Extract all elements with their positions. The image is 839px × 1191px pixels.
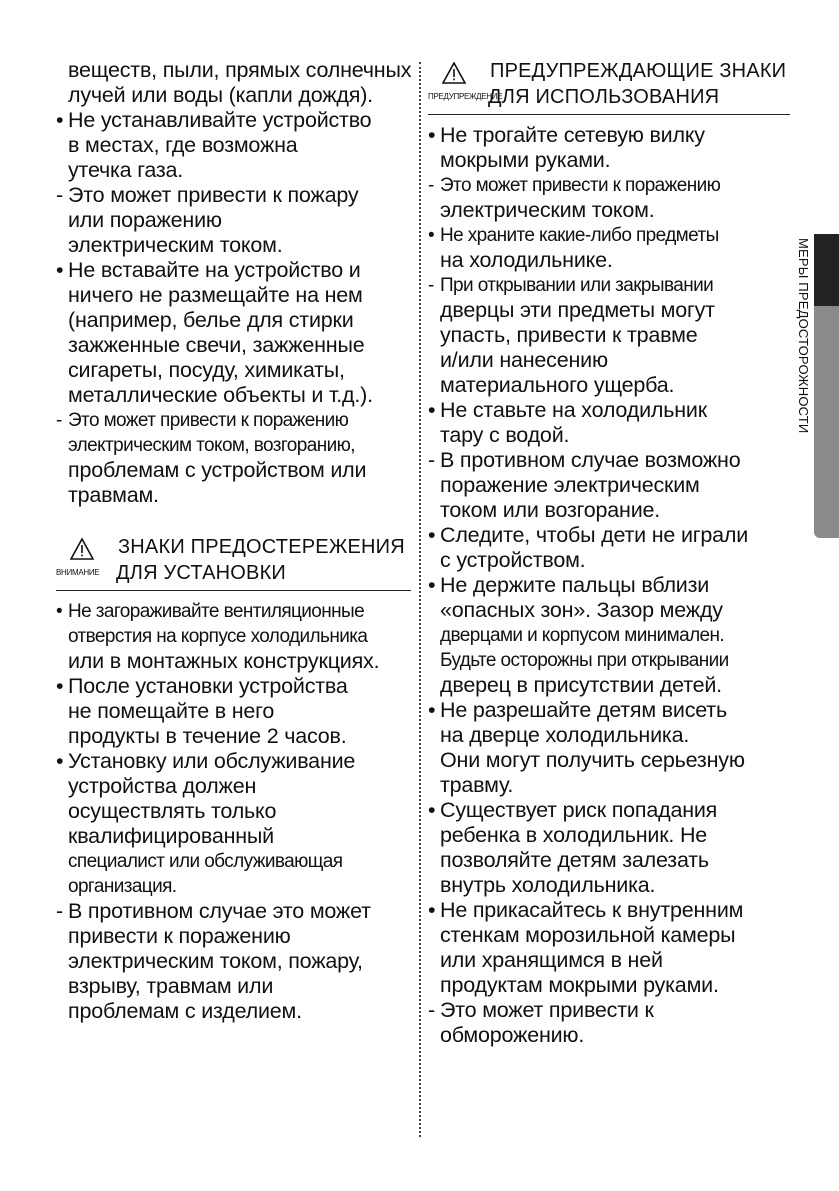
- side-tab-dark-block: [814, 234, 839, 306]
- text-line: [428, 973, 790, 998]
- line-text: дверцы эти предметы могут: [440, 298, 715, 322]
- line-text: При открывании или закрывании: [440, 275, 714, 296]
- text-line: [428, 1023, 790, 1048]
- line-text: После установки устройства: [68, 674, 348, 698]
- text-line: [56, 799, 411, 824]
- text-line: [428, 873, 790, 898]
- bullet-marker: •: [56, 258, 64, 282]
- bullet-marker: •: [428, 398, 436, 422]
- bullet-marker: •: [428, 523, 436, 547]
- text-line: [56, 724, 411, 749]
- line-text: Не трогайте сетевую вилку: [440, 123, 705, 147]
- line-text: травмам.: [68, 483, 159, 507]
- text-line: [428, 373, 790, 398]
- bullet-marker: •: [428, 123, 436, 147]
- line-text: Не прикасайтесь к внутренним: [440, 898, 744, 922]
- line-text: утечка газа.: [68, 158, 184, 182]
- line-text: упасть, привести к травме: [440, 323, 698, 347]
- line-text: Не вставайте на устройство и: [68, 258, 361, 282]
- text-line: [428, 598, 790, 623]
- bullet-item-line: [56, 749, 411, 774]
- line-text: веществ, пыли, прямых солнечных: [68, 58, 412, 82]
- text-line: [428, 148, 790, 173]
- line-text: электрическим током.: [68, 233, 283, 257]
- left-text-block-top: [56, 58, 411, 508]
- note-line: [56, 899, 411, 924]
- line-text: электрическим током.: [440, 198, 655, 222]
- installation-warning-header: [56, 534, 411, 591]
- line-text: тару с водой.: [440, 423, 570, 447]
- bullet-item-line: [428, 398, 790, 423]
- line-text: лучей или воды (капли дождя).: [68, 83, 373, 107]
- line-text: Следите, чтобы дети не играли: [440, 523, 749, 547]
- usage-warning-header: [428, 58, 790, 115]
- bullet-marker: •: [56, 674, 64, 698]
- text-line: [56, 158, 411, 183]
- text-line: [428, 773, 790, 798]
- line-text: обморожению.: [440, 1023, 585, 1047]
- text-line: [56, 774, 411, 799]
- warning-label: ПРЕДУПРЕЖДЕНИЕ: [428, 92, 503, 101]
- section-title-line1: ЗНАКИ ПРЕДОСТЕРЕЖЕНИЯ: [118, 536, 405, 558]
- line-text: на холодильнике.: [440, 248, 613, 272]
- text-line: [428, 198, 790, 223]
- line-text: внутрь холодильника.: [440, 873, 656, 897]
- line-text: Это может привести к поражению: [440, 175, 721, 196]
- note-line: [428, 998, 790, 1023]
- line-marker: -: [428, 275, 434, 296]
- text-line: [56, 283, 411, 308]
- line-text: Установку или обслуживание: [68, 749, 356, 773]
- text-line: [428, 673, 790, 698]
- caution-triangle-icon: [70, 538, 94, 560]
- bullet-item-line: [428, 123, 790, 148]
- line-text: или в монтажных конструкциях.: [68, 649, 380, 673]
- text-line: [56, 483, 411, 508]
- text-line: [428, 423, 790, 448]
- line-text: ничего не размещайте на нем: [68, 283, 363, 307]
- line-text: Это может привести к поражению: [68, 410, 349, 431]
- text-line: [56, 58, 411, 83]
- line-text: организация.: [68, 876, 177, 897]
- bullet-item-line: [428, 573, 790, 598]
- line-text: или поражению: [68, 208, 222, 232]
- text-line: [56, 358, 411, 383]
- bullet-marker: •: [428, 225, 435, 246]
- caution-label: ВНИМАНИЕ: [56, 568, 100, 577]
- line-text: специалист или обслуживающая: [68, 851, 343, 872]
- line-text: металлические объекты и т.д.).: [68, 383, 373, 407]
- bullet-item-line: [56, 108, 411, 133]
- line-text: электрическим током, возгоранию,: [68, 435, 355, 456]
- line-text: дверцами и корпусом минимален.: [440, 625, 725, 646]
- line-text: мокрыми руками.: [440, 148, 611, 172]
- bullet-marker: •: [56, 601, 63, 622]
- note-line: [428, 173, 790, 198]
- line-text: (например, белье для стирки: [68, 308, 354, 332]
- bullet-item-line: [56, 258, 411, 283]
- note-line: [56, 408, 411, 433]
- line-text: или хранящимся в ней: [440, 948, 663, 972]
- bullet-item-line: [428, 523, 790, 548]
- text-line: [428, 848, 790, 873]
- line-text: дверец в присутствии детей.: [440, 673, 722, 697]
- bullet-item-line: [428, 898, 790, 923]
- line-text: Не разрешайте детям висеть: [440, 698, 727, 722]
- text-line: [56, 924, 411, 949]
- note-line: [56, 183, 411, 208]
- right-column: [428, 58, 790, 1048]
- text-line: [56, 974, 411, 999]
- line-text: Не держите пальцы вблизи: [440, 573, 710, 597]
- line-text: с устройством.: [440, 548, 586, 572]
- text-line: [428, 948, 790, 973]
- line-text: Существует риск попадания: [440, 798, 718, 822]
- bullet-item-line: [428, 698, 790, 723]
- line-text: осуществлять только: [68, 799, 277, 823]
- line-text: ребенка в холодильник. Не: [440, 823, 708, 847]
- note-line: [428, 273, 790, 298]
- bullet-marker: •: [428, 798, 436, 822]
- line-text: отверстия на корпусе холодильника: [68, 626, 368, 647]
- line-text: позволяйте детям залезать: [440, 848, 709, 872]
- text-line: [428, 248, 790, 273]
- line-text: Не ставьте на холодильник: [440, 398, 707, 422]
- text-line: [56, 849, 411, 874]
- line-text: и/или нанесению: [440, 348, 608, 372]
- line-text: сигареты, посуду, химикаты,: [68, 358, 345, 382]
- text-line: [56, 233, 411, 258]
- note-line: [428, 448, 790, 473]
- line-text: Это может привести к пожару: [68, 183, 359, 207]
- text-line: [428, 548, 790, 573]
- line-text: Они могут получить серьезную: [440, 748, 745, 772]
- bullet-marker: •: [428, 573, 436, 597]
- bullet-item-line: [428, 223, 790, 248]
- text-line: [56, 649, 411, 674]
- line-marker: -: [428, 998, 435, 1022]
- side-tab: [789, 234, 839, 538]
- line-text: зажженные свечи, зажженные: [68, 333, 365, 357]
- text-line: [56, 83, 411, 108]
- text-line: [428, 923, 790, 948]
- text-line: [56, 383, 411, 408]
- bullet-marker: •: [428, 698, 436, 722]
- line-text: материального ущерба.: [440, 373, 675, 397]
- bullet-item-line: [428, 798, 790, 823]
- side-tab-label: МЕРЫ ПРЕДОСТОРОЖНОСТИ: [796, 238, 811, 434]
- line-text: стенкам морозильной камеры: [440, 923, 736, 947]
- left-column: [56, 58, 411, 1024]
- line-marker: -: [428, 448, 435, 472]
- line-text: Не храните какие-либо предметы: [440, 225, 719, 246]
- text-line: [428, 823, 790, 848]
- line-marker: -: [428, 175, 434, 196]
- bullet-marker: •: [56, 108, 64, 132]
- line-text: продукты в течение 2 часов.: [68, 724, 347, 748]
- text-line: [428, 473, 790, 498]
- text-line: [56, 949, 411, 974]
- section-title-line2: ДЛЯ УСТАНОВКИ: [116, 562, 287, 584]
- text-line: [56, 308, 411, 333]
- line-text: в местах, где возможна: [68, 133, 298, 157]
- text-line: [428, 498, 790, 523]
- text-line: [428, 648, 790, 673]
- line-text: взрыву, травмам или: [68, 974, 274, 998]
- text-line: [56, 133, 411, 158]
- text-line: [428, 748, 790, 773]
- line-text: Это может привести к: [440, 998, 654, 1022]
- right-text-block: [428, 123, 790, 1048]
- text-line: [428, 348, 790, 373]
- bullet-item-line: [56, 599, 411, 624]
- line-text: проблемам с устройством или: [68, 458, 367, 482]
- text-line: [56, 624, 411, 649]
- line-text: поражение электрическим: [440, 473, 700, 497]
- column-divider: [419, 62, 421, 1137]
- line-text: продуктам мокрыми руками.: [440, 973, 719, 997]
- text-line: [56, 874, 411, 899]
- line-text: В противном случае это может: [68, 899, 371, 923]
- bullet-marker: •: [428, 898, 436, 922]
- text-line: [56, 458, 411, 483]
- line-text: током или возгорание.: [440, 498, 661, 522]
- text-line: [56, 999, 411, 1024]
- line-text: проблемам с изделием.: [68, 999, 302, 1023]
- line-text: не помещайте в него: [68, 699, 275, 723]
- line-marker: -: [56, 410, 62, 431]
- line-marker: -: [56, 183, 63, 207]
- text-line: [56, 824, 411, 849]
- text-line: [428, 723, 790, 748]
- line-text: «опасных зон». Зазор между: [440, 598, 723, 622]
- bullet-marker: •: [56, 749, 64, 773]
- line-text: Не загораживайте вентиляционные: [68, 601, 365, 622]
- left-text-block-bottom: [56, 599, 411, 1024]
- bullet-item-line: [56, 674, 411, 699]
- text-line: [428, 623, 790, 648]
- section-title-line2: ДЛЯ ИСПОЛЬЗОВАНИЯ: [488, 86, 720, 108]
- text-line: [56, 333, 411, 358]
- warning-triangle-icon: [442, 62, 466, 84]
- line-text: электрическим током, пожару,: [68, 949, 363, 973]
- text-line: [56, 699, 411, 724]
- text-line: [56, 433, 411, 458]
- text-line: [428, 323, 790, 348]
- line-text: Будьте осторожны при открывании: [440, 650, 729, 671]
- line-text: Не устанавливайте устройство: [68, 108, 372, 132]
- section-title-line1: ПРЕДУПРЕЖДАЮЩИЕ ЗНАКИ: [490, 60, 787, 82]
- side-tab-gray-block: [814, 306, 839, 538]
- line-text: квалифицированный: [68, 824, 274, 848]
- line-text: В противном случае возможно: [440, 448, 741, 472]
- line-text: устройства должен: [68, 774, 257, 798]
- line-marker: -: [56, 899, 63, 923]
- text-line: [56, 208, 411, 233]
- text-line: [428, 298, 790, 323]
- line-text: привести к поражению: [68, 924, 291, 948]
- line-text: на дверце холодильника.: [440, 723, 690, 747]
- line-text: травму.: [440, 773, 514, 797]
